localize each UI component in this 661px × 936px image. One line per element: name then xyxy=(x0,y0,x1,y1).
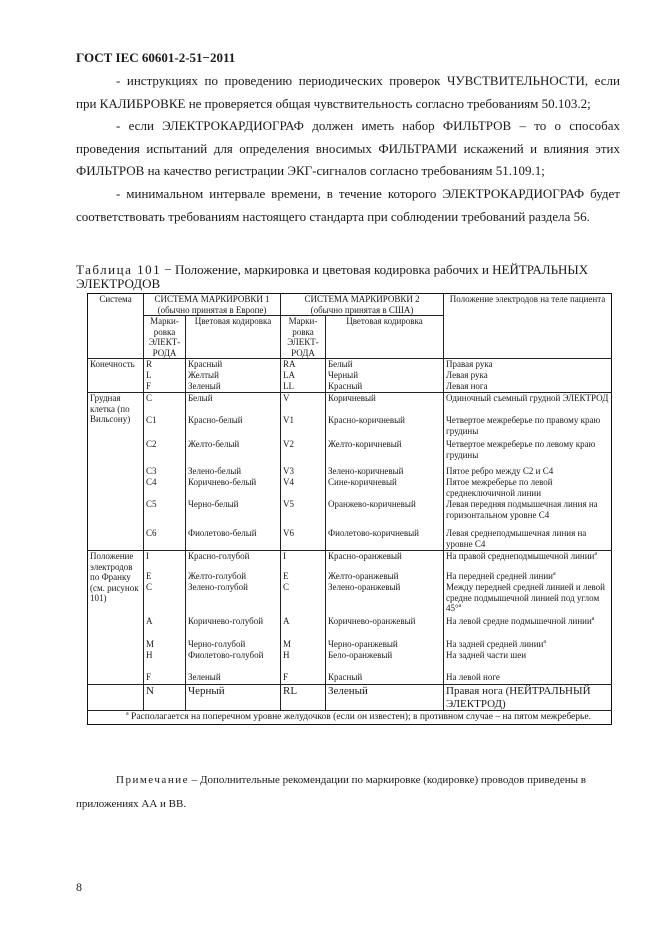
marking-1-cell: C5 xyxy=(144,499,186,528)
position-cell xyxy=(444,616,612,639)
position-cell xyxy=(444,415,612,439)
color-2-cell: Коричневый xyxy=(326,393,444,416)
marking-2-cell: LL xyxy=(281,381,326,393)
position-cell xyxy=(444,439,612,466)
color-1-cell: Черно-белый xyxy=(186,499,281,528)
color-1-cell: Фиолетово-белый xyxy=(186,528,281,551)
position-cell xyxy=(444,571,612,582)
table-caption-label: Таблица 101 xyxy=(76,262,162,277)
position-text: На задней части шеи xyxy=(446,650,527,660)
marking-1-cell: A xyxy=(144,616,186,639)
group-system-cell: Грудная клетка (по Вильсону) xyxy=(88,393,144,551)
paragraph-1: - инструкциях по проведению периодических проверок ЧУВСТВИТЕЛЬНОСТИ, если при КАЛИБРОВКЕ не проверяется общая чувствительность согласно требованиям 50.103.2; xyxy=(76,73,620,111)
marking-1-cell: C4 xyxy=(144,477,186,499)
position-cell xyxy=(444,672,612,685)
page-number: 8 xyxy=(76,880,82,894)
position-text: Правая рука xyxy=(446,359,493,369)
color-2-cell: Зелено-оранжевый xyxy=(326,582,444,616)
table-row xyxy=(88,370,612,381)
table-footnote-row xyxy=(88,711,612,725)
position-cell xyxy=(444,528,612,551)
color-2-cell: Белый xyxy=(326,359,444,371)
position-text: Пятое ребро между С2 и С4 xyxy=(446,466,554,476)
footnote-marker: a xyxy=(126,710,129,717)
table-row xyxy=(88,415,612,439)
electrode-table xyxy=(87,293,612,725)
position-cell xyxy=(444,582,612,616)
marking-1-cell: F xyxy=(144,672,186,685)
marking-1-cell: C1 xyxy=(144,415,186,439)
color-2-cell: Красный xyxy=(326,381,444,393)
marking-1-cell: I xyxy=(144,551,186,572)
header-sys2: СИСТЕМА МАРКИРОВКИ 2 (обычно принятая в США) xyxy=(281,294,444,316)
header-marking-2: Марки-ровка ЭЛЕКТ-РОДА xyxy=(281,316,326,359)
marking-1-cell: F xyxy=(144,381,186,393)
position-text: На правой среднеподмышечной линии xyxy=(446,551,595,561)
marking-1-cell: C2 xyxy=(144,439,186,466)
position-text: Одиночный съемный грудной ЭЛЕКТРОД xyxy=(446,393,609,403)
marking-1-cell: C3 xyxy=(144,466,186,477)
table-caption-text: − Положение, маркировка и цветовая кодировка рабочих и НЕЙТРАЛЬНЫХ ЭЛЕКТРОДОВ xyxy=(76,262,589,291)
color-1-cell: Зелено-голубой xyxy=(186,582,281,616)
document-header: ГОСТ IEC 60601-2-51−2011 xyxy=(76,50,236,65)
marking-1-cell: H xyxy=(144,650,186,672)
marking-2-cell: V2 xyxy=(281,439,326,466)
paragraph-3: - минимальном интервале времени, в течение которого ЭЛЕКТРОКАРДИОГРАФ будет соответствовать требованиям настоящего стандарта при соблюдении требований раздела 56. xyxy=(76,186,620,224)
marking-2-cell: C xyxy=(281,582,326,616)
header-color-1: Цветовая кодировка xyxy=(186,316,281,359)
marking-1-cell: C xyxy=(144,393,186,416)
marking-2-cell: RA xyxy=(281,359,326,371)
table-row xyxy=(88,571,612,582)
position-text: Четвертое межреберье по левому краю грудины xyxy=(446,439,596,460)
position-cell xyxy=(444,639,612,650)
table-row xyxy=(88,359,612,371)
table-row xyxy=(88,616,612,639)
marking-2-cell: LA xyxy=(281,370,326,381)
color-2-cell: Оранжево-коричневый xyxy=(326,499,444,528)
table-note xyxy=(76,768,621,816)
paragraph-2: - если ЭЛЕКТРОКАРДИОГРАФ должен иметь набор ФИЛЬТРОВ – то о способах проведения испытаний для определения вносимых ФИЛЬТРАМИ искажений и влияния этих ФИЛЬТРОВ на качество регистрации ЭКГ-сигналов согласно требованиям 51.109.1; xyxy=(76,118,620,178)
footnote-marker: a xyxy=(594,551,598,557)
position-cell xyxy=(444,477,612,499)
neutral-system-cell xyxy=(88,685,144,711)
neutral-position: Правая нога (НЕЙТРАЛЬНЫЙ ЭЛЕКТРОД) xyxy=(444,685,612,711)
position-text: Пятое межреберье по левой среднеключичной линии xyxy=(446,477,553,498)
table-row xyxy=(88,393,612,416)
position-text: Четвертое межреберье по правому краю грудины xyxy=(446,415,601,436)
position-text: Между передней средней линией и левой средне подмышечной линией под углом 45° xyxy=(446,582,605,613)
color-1-cell: Желто-белый xyxy=(186,439,281,466)
marking-1-cell: E xyxy=(144,571,186,582)
position-text: На левой средне подмышечной линии xyxy=(446,616,592,626)
note-text: – Дополнительные рекомендации по маркировке (кодировке) проводов приведены в приложениях АА и ВВ. xyxy=(76,774,586,810)
note-label: Примечание xyxy=(116,774,189,786)
color-2-cell: Желто-оранжевый xyxy=(326,571,444,582)
table-row xyxy=(88,650,612,672)
position-cell xyxy=(444,499,612,528)
footnote-marker: a xyxy=(553,571,556,577)
footnote-marker: a xyxy=(591,616,595,622)
marking-1-cell: M xyxy=(144,639,186,650)
position-text: На передней средней линии xyxy=(446,571,554,581)
marking-2-cell: E xyxy=(281,571,326,582)
color-2-cell: Сине-коричневый xyxy=(326,477,444,499)
color-2-cell: Бело-оранжевый xyxy=(326,650,444,672)
color-1-cell: Красно-голубой xyxy=(186,551,281,572)
header-marking-1: Марки-ровка ЭЛЕКТ-РОДА xyxy=(144,316,186,359)
footnote-marker: a xyxy=(458,603,462,609)
table-row xyxy=(88,381,612,393)
table-row xyxy=(88,672,612,685)
table-row xyxy=(88,477,612,499)
color-2-cell: Желто-коричневый xyxy=(326,439,444,466)
marking-2-cell: I xyxy=(281,551,326,572)
color-1-cell: Коричнево-голубой xyxy=(186,616,281,639)
position-cell xyxy=(444,381,612,393)
color-2-cell: Черный xyxy=(326,370,444,381)
position-cell xyxy=(444,466,612,477)
color-1-cell: Зелено-белый xyxy=(186,466,281,477)
header-color-2: Цветовая кодировка xyxy=(326,316,444,359)
footnote-text: Располагается на поперечном уровне желудочков (если он известен); в противном случае – на пятом межреберье. xyxy=(131,712,591,722)
marking-1-cell: L xyxy=(144,370,186,381)
color-1-cell: Зеленый xyxy=(186,381,281,393)
group-system-cell: Положение электродов по Франку (см. рисунок 101) xyxy=(88,551,144,685)
position-cell xyxy=(444,359,612,371)
header-position: Положение электродов на теле пациента xyxy=(444,294,612,359)
position-cell xyxy=(444,393,612,416)
table-row xyxy=(88,582,612,616)
position-text: Левая рука xyxy=(446,370,488,380)
position-cell xyxy=(444,650,612,672)
color-1-cell: Белый xyxy=(186,393,281,416)
marking-1-cell: C6 xyxy=(144,528,186,551)
position-text: На левой ноге xyxy=(446,672,500,682)
marking-2-cell: V1 xyxy=(281,415,326,439)
position-text: Левая передняя подмышечная линия на горизонтальном уровне С4 xyxy=(446,499,598,520)
color-2-cell: Красно-коричневый xyxy=(326,415,444,439)
table-footnote xyxy=(88,711,612,725)
table-row xyxy=(88,528,612,551)
position-text: Левая среднеподмышечная линия на уровне С4 xyxy=(446,528,587,549)
color-1-cell: Красно-белый xyxy=(186,415,281,439)
neutral-color-2: Зеленый xyxy=(326,685,444,711)
neutral-marking-1: N xyxy=(144,685,186,711)
marking-1-cell: R xyxy=(144,359,186,371)
color-2-cell: Красно-оранжевый xyxy=(326,551,444,572)
group-system-cell: Конечность xyxy=(88,359,144,393)
color-1-cell: Зеленый xyxy=(186,672,281,685)
position-text: На задней средней линии xyxy=(446,639,544,649)
header-system: Система xyxy=(88,294,144,359)
color-2-cell: Коричнево-оранжевый xyxy=(326,616,444,639)
marking-2-cell: M xyxy=(281,639,326,650)
table-row xyxy=(88,466,612,477)
color-1-cell: Коричнево-белый xyxy=(186,477,281,499)
marking-2-cell: V3 xyxy=(281,466,326,477)
marking-2-cell: V xyxy=(281,393,326,416)
marking-2-cell: V5 xyxy=(281,499,326,528)
header-sys1: СИСТЕМА МАРКИРОВКИ 1 (обычно принятая в Европе) xyxy=(144,294,281,316)
neutral-marking-2: RL xyxy=(281,685,326,711)
position-text: Левая нога xyxy=(446,381,488,391)
marking-2-cell: V6 xyxy=(281,528,326,551)
marking-2-cell: H xyxy=(281,650,326,672)
color-1-cell: Черно-голубой xyxy=(186,639,281,650)
color-1-cell: Желтый xyxy=(186,370,281,381)
marking-1-cell: C xyxy=(144,582,186,616)
position-cell xyxy=(444,551,612,572)
footnote-marker: a xyxy=(543,639,547,645)
marking-2-cell: V4 xyxy=(281,477,326,499)
color-2-cell: Фиолетово-коричневый xyxy=(326,528,444,551)
color-1-cell: Желто-голубой xyxy=(186,571,281,582)
color-1-cell: Фиолетово-голубой xyxy=(186,650,281,672)
marking-2-cell: F xyxy=(281,672,326,685)
marking-2-cell: A xyxy=(281,616,326,639)
table-header-row xyxy=(88,294,612,316)
table-caption xyxy=(76,263,621,291)
table-row xyxy=(88,639,612,650)
neutral-electrode-row xyxy=(88,685,612,711)
color-2-cell: Черно-оранжевый xyxy=(326,639,444,650)
position-cell xyxy=(444,370,612,381)
neutral-color-1: Черный xyxy=(186,685,281,711)
table-row xyxy=(88,499,612,528)
table-row xyxy=(88,439,612,466)
color-2-cell: Красный xyxy=(326,672,444,685)
color-1-cell: Красный xyxy=(186,359,281,371)
table-row xyxy=(88,551,612,572)
color-2-cell: Зелено-коричневый xyxy=(326,466,444,477)
